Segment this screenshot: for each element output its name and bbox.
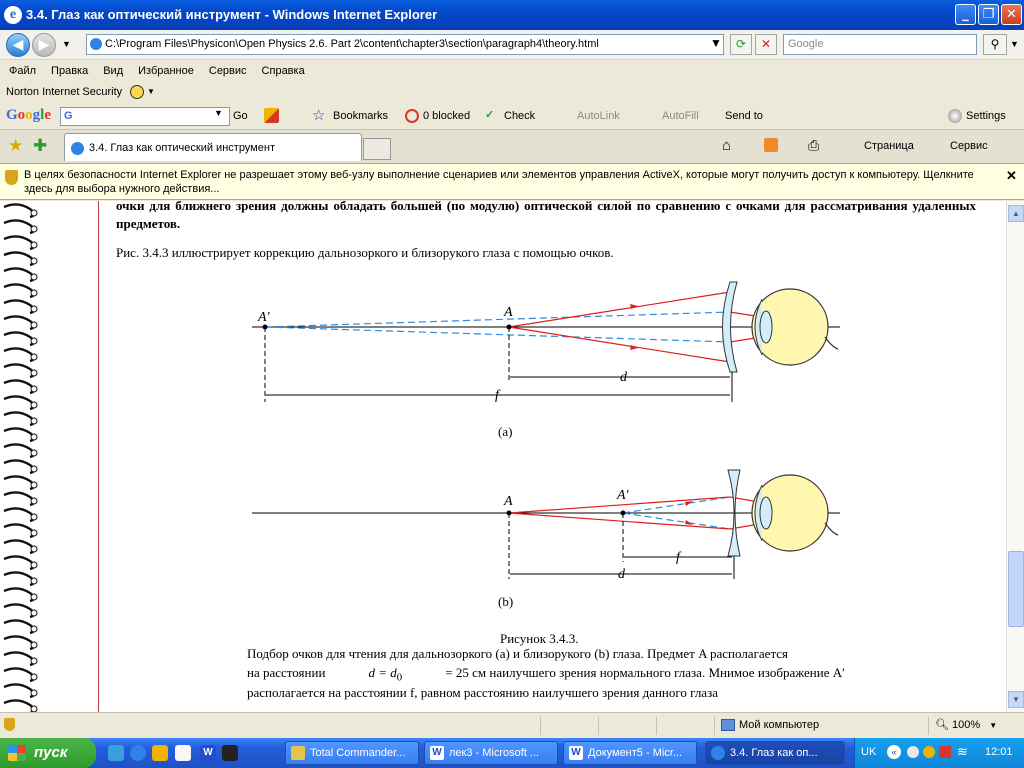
quicklaunch-ie-icon[interactable] [130,745,146,761]
taskbar [0,738,1024,768]
autolink-button[interactable]: AutoLink [577,110,620,122]
page-menu[interactable]: Страница [864,140,914,152]
tab-current[interactable]: 3.4. Глаз как оптический инструмент [64,133,362,161]
start-button[interactable]: пуск [0,738,96,768]
spiral-ring [4,460,34,473]
quicklaunch-doc-icon[interactable] [175,745,191,761]
status-cell-empty-2 [598,717,656,735]
status-cell-empty-3 [656,717,714,735]
search-options-icon[interactable]: ▼ [1010,39,1019,49]
spiral-hole [31,434,37,440]
google-search-input[interactable]: G [60,107,230,126]
caption-line-2-post: = 25 см наилучшего зрения нормального глаза. Мнимое изображение A′ [445,665,845,680]
refresh-icon[interactable]: ⟳ [730,34,752,55]
margin-line [98,201,99,712]
page-icon [90,38,102,50]
caption-line-2-pre: на расстоянии [247,665,326,680]
quicklaunch-app-icon[interactable] [222,745,238,761]
arrow-upper [630,304,638,309]
spiral-ring [4,284,34,297]
stop-icon[interactable]: ✕ [755,34,777,55]
google-news-icon[interactable] [264,108,279,123]
spiral-ring [4,316,34,329]
scroll-down-icon[interactable]: ▼ [1008,691,1024,708]
address-field[interactable]: C:\Program Files\Physicon\Open Physics 2.6. Part 2\content\chapter3\section\paragraph4\theory.html [86,34,724,55]
spiral-hole [31,642,37,648]
task-document5-word[interactable]: W Документ5 - Micr... [563,741,697,765]
google-logo[interactable]: Google [6,107,52,123]
forward-button[interactable]: ▶ [32,33,56,57]
norton-dropdown-icon[interactable]: ▼ [147,87,155,96]
menu-file[interactable]: Файл [9,65,37,77]
spiral-hole [31,354,37,360]
close-info-bar-icon[interactable]: ✕ [1006,168,1017,183]
close-button[interactable]: ✕ [1001,4,1022,25]
maximize-button[interactable]: ❐ [978,4,999,25]
figure-title: Рисунок 3.4.3. [500,631,579,646]
system-tray [854,738,1024,768]
spiral-ring [4,668,34,681]
search-icon[interactable]: ⚲ [983,34,1007,55]
tray-icon-2[interactable] [923,746,935,758]
spiral-hole [31,514,37,520]
autofill-button[interactable]: AutoFill [662,110,699,122]
spellcheck-icon: ✓ [485,109,495,121]
google-go-button[interactable]: Go [233,110,248,122]
security-message: В целях безопасности Internet Explorer не разрешает этому веб-узлу выполнение сценариев или элементов управления ActiveX, которые могут получить доступ к компьютеру. Щелкните здесь для выбора нужного действия... [24,169,974,195]
settings-button[interactable]: Settings [966,110,1006,122]
send-to-button[interactable]: Send to [725,110,763,122]
minimize-button[interactable]: _ [955,4,976,25]
spiral-hole [31,226,37,232]
scroll-up-icon[interactable]: ▲ [1008,205,1024,222]
point-a [507,511,512,516]
spiral-hole [31,610,37,616]
quicklaunch-word-icon[interactable]: W [200,745,216,761]
label-d: d [618,567,625,582]
point-a [507,325,512,330]
label-f: f [495,388,499,403]
label-a-prime: A′ [258,310,270,325]
arrow-lower [685,520,693,525]
ray-upper-to-lens [509,292,730,327]
address-row [0,30,1024,60]
spiral-ring [4,236,34,249]
spiral-ring [4,300,34,313]
norton-globe-icon[interactable] [130,85,144,99]
menu-bar [0,61,1024,83]
paragraph-2: Рис. 3.4.3 иллюстрирует коррекцию дальнозоркого и близорукого глаза с помощью очков. [116,245,614,260]
spiral-ring [4,348,34,361]
tray-icon-3[interactable] [939,746,951,758]
add-favorite-icon[interactable]: ✚ [33,136,48,155]
status-bar [0,712,1024,738]
arrow-upper [685,501,693,506]
windows-flag-icon [8,745,26,761]
star-icon[interactable]: ☆ [312,107,326,124]
security-zone[interactable]: Мой компьютер [714,717,924,735]
google-dropdown-icon[interactable]: ▼ [214,108,223,118]
status-shield-icon [4,718,15,731]
tools-menu[interactable]: Сервис [950,140,988,152]
spiral-hole [31,386,37,392]
spiral-hole [31,418,37,424]
status-cell-empty-1 [540,717,598,735]
caption-formula: $d = d_0$ [368,665,403,684]
tray-expand-icon[interactable]: « [887,745,901,759]
tray-icon-1[interactable] [907,746,919,758]
wifi-icon[interactable]: ≋ [957,744,968,759]
spiral-hole [31,594,37,600]
menu-help[interactable]: Справка [261,65,305,77]
spiral-hole [31,402,37,408]
scroll-thumb[interactable] [1008,551,1024,627]
check-button[interactable]: Check [504,110,536,122]
spiral-hole [31,450,37,456]
spiral-ring [4,428,34,441]
eye-lens [760,311,772,343]
task-lek3-word[interactable]: W лек3 - Microsoft ... [424,741,558,765]
arrow-lower [630,345,638,350]
tab-row [0,130,1024,164]
spiral-ring [4,508,34,521]
point-a-prime [621,511,626,516]
spiral-ring [4,252,34,265]
optic-nerve [825,523,838,535]
virtual-ray-upper [265,312,730,327]
feeds-icon[interactable] [764,138,778,152]
spiral-ring [4,220,34,233]
bookmarks-button[interactable]: Bookmarks [333,110,389,122]
spiral-hole [31,690,37,696]
spiral-hole [31,530,37,536]
spiral-ring [4,380,34,393]
spiral-ring [4,396,34,409]
spiral-hole [31,242,37,248]
norton-label: Norton Internet Security [6,86,123,98]
label-a: A [504,305,513,320]
spiral-ring [4,524,34,537]
spiral-ring [4,684,34,697]
spiral-ring [4,412,34,425]
spiral-hole [31,626,37,632]
spiral-ring [4,700,34,712]
menu-tools[interactable]: Сервис [208,65,247,77]
menu-view[interactable]: Вид [103,65,124,77]
ray-lower-to-lens [509,327,730,362]
caption-b: (b) [498,594,514,609]
spiral-hole [31,338,37,344]
spiral-ring [4,556,34,569]
vertical-scrollbar[interactable] [1006,201,1024,712]
spiral-hole [31,322,37,328]
quicklaunch-explorer-icon[interactable] [152,745,168,761]
clock: 12:01 [985,746,1013,758]
virtual-ray-lower [623,513,730,529]
spiral-hole [31,274,37,280]
ray-lower-to-lens [509,513,730,529]
norton-toolbar [0,83,1024,103]
spiral-ring [4,332,34,345]
spiral-ring [4,268,34,281]
task-ie-window[interactable]: 3.4. Глаз как оп... [705,741,845,765]
spiral-hole [31,658,37,664]
figure-caption-line-3: располагается на расстоянии f, равном расстоянию наилучшего зрения данного глаза [247,685,718,700]
figure-b-diagram [240,467,860,587]
spiral-ring [4,444,34,457]
point-a-prime [263,325,268,330]
virtual-ray-upper [623,497,730,513]
new-tab-button[interactable] [363,138,391,160]
spiral-ring [4,364,34,377]
history-dropdown-icon[interactable]: ▼ [62,39,71,49]
spiral-ring [4,476,34,489]
print-icon[interactable]: ⎙ [808,137,820,153]
spiral-hole [31,674,37,680]
back-button[interactable]: ◀ [6,33,30,57]
spiral-hole [31,370,37,376]
label-a-prime: A′ [617,488,629,503]
spiral-ring [4,620,34,633]
spiral-hole [31,482,37,488]
label-f: f [676,550,680,565]
label-a: A [504,494,513,509]
spiral-ring [4,540,34,553]
ie-logo-icon: e [4,6,22,24]
optic-nerve [825,337,838,349]
menu-edit[interactable]: Правка [51,65,89,77]
spiral-hole [31,306,37,312]
spiral-ring [4,604,34,617]
search-input[interactable]: Google [783,34,977,55]
spiral-hole [31,290,37,296]
spiral-hole [31,258,37,264]
blocked-count[interactable]: 0 blocked [423,110,471,122]
spiral-ring [4,492,34,505]
spiral-ring [4,588,34,601]
spiral-ring [4,572,34,585]
figure-caption-line-2 [247,665,845,684]
google-toolbar [0,103,1024,130]
spiral-hole [31,578,37,584]
spiral-ring [4,652,34,665]
address-dropdown-icon[interactable]: ▼ [710,36,722,50]
figure-a-diagram [240,277,860,447]
spiral-hole [31,562,37,568]
eye-lens [760,497,772,529]
spiral-hole [31,466,37,472]
language-indicator[interactable]: UK [861,746,877,758]
page-content [0,201,1006,712]
home-icon[interactable]: ⌂ [722,137,732,154]
window-title: 3.4. Глаз как оптический инструмент - Windows Internet Explorer [26,7,438,22]
paragraph-1: очки для ближнего зрения должны обладать большей (по модулю) оптической силой по сравнению с очками для рассматривания удаленных предметов. [116,201,976,231]
spiral-ring [4,204,34,217]
figure-caption-line-1: Подбор очков для чтения для дальнозоркого (a) и близорукого (b) глаза. Предмет A располагается [247,646,789,661]
zoom-level[interactable]: 🔍︎ 100% ▼ [928,717,1008,735]
spiral-ring [4,636,34,649]
title-bar [0,0,1024,30]
label-d: d [620,370,627,385]
favorites-center-icon[interactable]: ★ [8,136,24,155]
quicklaunch-media-icon[interactable] [108,745,124,761]
spiral-hole [31,210,37,216]
popup-blocker-icon [405,109,419,123]
computer-icon [721,719,735,731]
spiral-hole [31,546,37,552]
virtual-ray-lower [265,327,730,342]
spiral-hole [31,498,37,504]
settings-icon [948,109,962,123]
menu-favorites[interactable]: Избранное [138,65,194,77]
security-info-bar[interactable] [0,164,1024,200]
spiral-binding [0,201,44,712]
shield-icon [5,170,18,185]
task-total-commander[interactable]: Total Commander... [285,741,419,765]
tab-page-icon [71,142,84,155]
caption-a: (a) [498,424,513,439]
